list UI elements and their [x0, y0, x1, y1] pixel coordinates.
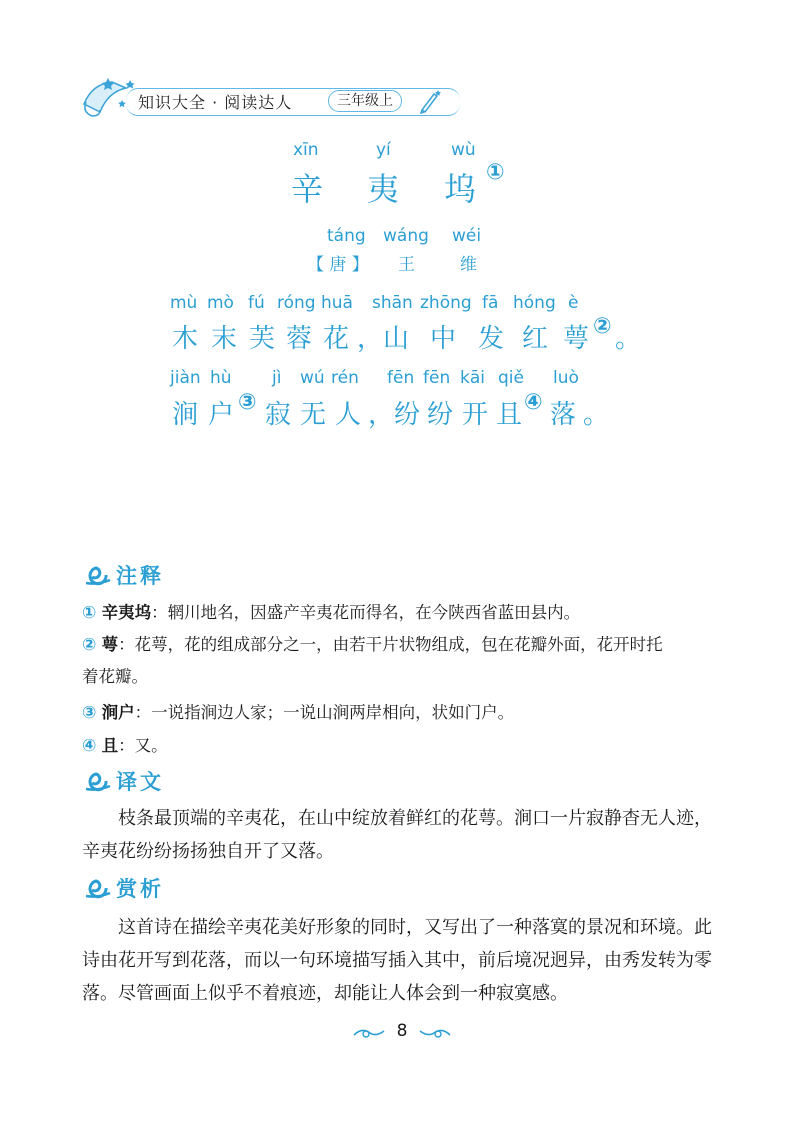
note-number: ①	[82, 603, 97, 623]
line1-pinyin: shān	[372, 293, 413, 313]
line2-char: 且	[496, 400, 523, 430]
line1-char: ，山	[357, 324, 410, 354]
book-title: 知识大全 · 阅读达人	[138, 93, 293, 112]
line2-pinyin: rén	[331, 368, 359, 388]
title-pinyin: yí	[376, 140, 391, 160]
right-ornament-icon	[418, 1025, 452, 1041]
line2-end-punct: 。	[583, 400, 610, 430]
line2-pinyin: wú	[300, 368, 325, 388]
poem-title-char: 坞	[444, 170, 477, 208]
note-item-continuation	[82, 661, 722, 693]
line2-pinyin: hù	[210, 368, 232, 388]
footnote-marker: ③	[238, 390, 257, 415]
line1-pinyin: hóng	[513, 293, 556, 313]
note-text: ：又。	[118, 736, 168, 755]
grade-badge: 三年级上	[328, 90, 402, 112]
pen-icon	[416, 88, 442, 114]
line1-char: 蓉	[286, 324, 313, 354]
notes-heading	[82, 561, 164, 589]
line2-char: 涧	[172, 400, 199, 430]
line1-pinyin: fú	[248, 293, 265, 313]
line1-char: 萼	[563, 324, 590, 354]
line1-pinyin: mò	[207, 293, 234, 313]
footnote-marker: ②	[593, 314, 612, 339]
line2-pinyin: qiě	[498, 368, 524, 388]
line1-pinyin: róng	[277, 293, 316, 313]
note-item	[82, 697, 722, 729]
author-surname: 王	[398, 255, 415, 275]
line2-char: 人	[335, 400, 362, 430]
author-pinyin: wéi	[452, 226, 482, 246]
line2-pinyin: fēn	[423, 368, 451, 388]
line2-char: 纷	[427, 400, 454, 430]
swirl-icon	[82, 876, 112, 900]
page-footer	[352, 1021, 452, 1047]
note-number: ②	[82, 635, 97, 655]
notes-title: 注释	[116, 564, 164, 588]
line2-pinyin: luò	[553, 368, 579, 388]
author-pinyin: táng	[327, 226, 366, 246]
line1-char: 末	[211, 324, 238, 354]
line1-pinyin: mù	[170, 293, 198, 313]
appreciation-title: 赏析	[116, 877, 164, 901]
line1-end-punct: 。	[615, 324, 642, 354]
poem-title-char: 辛	[291, 170, 324, 208]
note-item	[82, 597, 722, 629]
line1-char: 中	[430, 324, 457, 354]
note-text: ：辋川地名，因盛产辛夷花而得名，在今陕西省蓝田县内。	[151, 603, 581, 622]
running-header	[78, 74, 438, 124]
translation-text: 枝条最顶端的辛夷花，在山中绽放着鲜红的花萼。涧口一片寂静杳无人迹，辛夷花纷纷扬扬独自开了又落。	[82, 808, 712, 862]
line2-char: 寂	[265, 400, 292, 430]
line2-char: 开	[462, 400, 489, 430]
note-term: 且	[101, 736, 119, 755]
translation-heading	[82, 767, 164, 795]
swirl-icon	[82, 769, 112, 793]
line2-char: 户	[208, 400, 235, 430]
line2-char: 落	[550, 400, 577, 430]
line2-pinyin: jì	[272, 368, 282, 388]
appreciation-text: 这首诗在描绘辛夷花美好形象的同时，又写出了一种落寞的景况和环境。此诗由花开写到花落，而以一句环境描写插入其中，前后境况迥异，由秀发转为零落。尽管画面上似乎不着痕迹，却能让人体会到一种寂寞感。	[82, 917, 712, 1004]
author-given-name: 维	[460, 255, 477, 275]
line1-char: 发	[478, 324, 505, 354]
note-text: 着花瓣。	[82, 667, 148, 686]
note-term: 辛夷坞	[101, 603, 152, 622]
footnote-marker: ④	[524, 390, 543, 415]
line1-char: 木	[172, 324, 199, 354]
note-term: 涧户	[101, 703, 135, 722]
note-text: ：花萼，花的组成部分之一，由若干片状物组成，包在花瓣外面，花开时托	[118, 635, 663, 654]
title-pinyin: wù	[451, 140, 476, 160]
line2-pinyin: fēn	[387, 368, 415, 388]
author-pinyin: wáng	[383, 226, 429, 246]
dynasty: 【 唐 】	[307, 255, 369, 275]
swirl-icon	[82, 563, 112, 587]
line2-char: ，纷	[368, 400, 421, 430]
footnote-marker: ①	[486, 160, 505, 185]
line2-pinyin: jiàn	[170, 368, 201, 388]
line2-pinyin: kāi	[460, 368, 485, 388]
title-pinyin: xīn	[293, 140, 319, 160]
page-number: 8	[396, 1021, 408, 1041]
line2-char: 无	[300, 400, 327, 430]
line1-pinyin: è	[568, 293, 579, 313]
note-term: 萼	[101, 635, 119, 654]
appreciation-heading	[82, 874, 164, 902]
note-number: ④	[82, 736, 97, 756]
line1-pinyin: huā	[321, 293, 353, 313]
note-item	[82, 730, 722, 762]
line1-pinyin: fā	[482, 293, 499, 313]
line1-char: 花	[323, 324, 350, 354]
translation-title: 译文	[116, 770, 164, 794]
line1-char: 红	[522, 324, 549, 354]
poem-title-char: 夷	[367, 170, 400, 208]
note-text: ：一说指涧边人家；一说山涧两岸相向，状如门户。	[134, 703, 515, 722]
line1-pinyin: zhōng	[420, 293, 472, 313]
line1-char: 芙	[249, 324, 276, 354]
note-item	[82, 629, 722, 661]
note-number: ③	[82, 703, 97, 723]
